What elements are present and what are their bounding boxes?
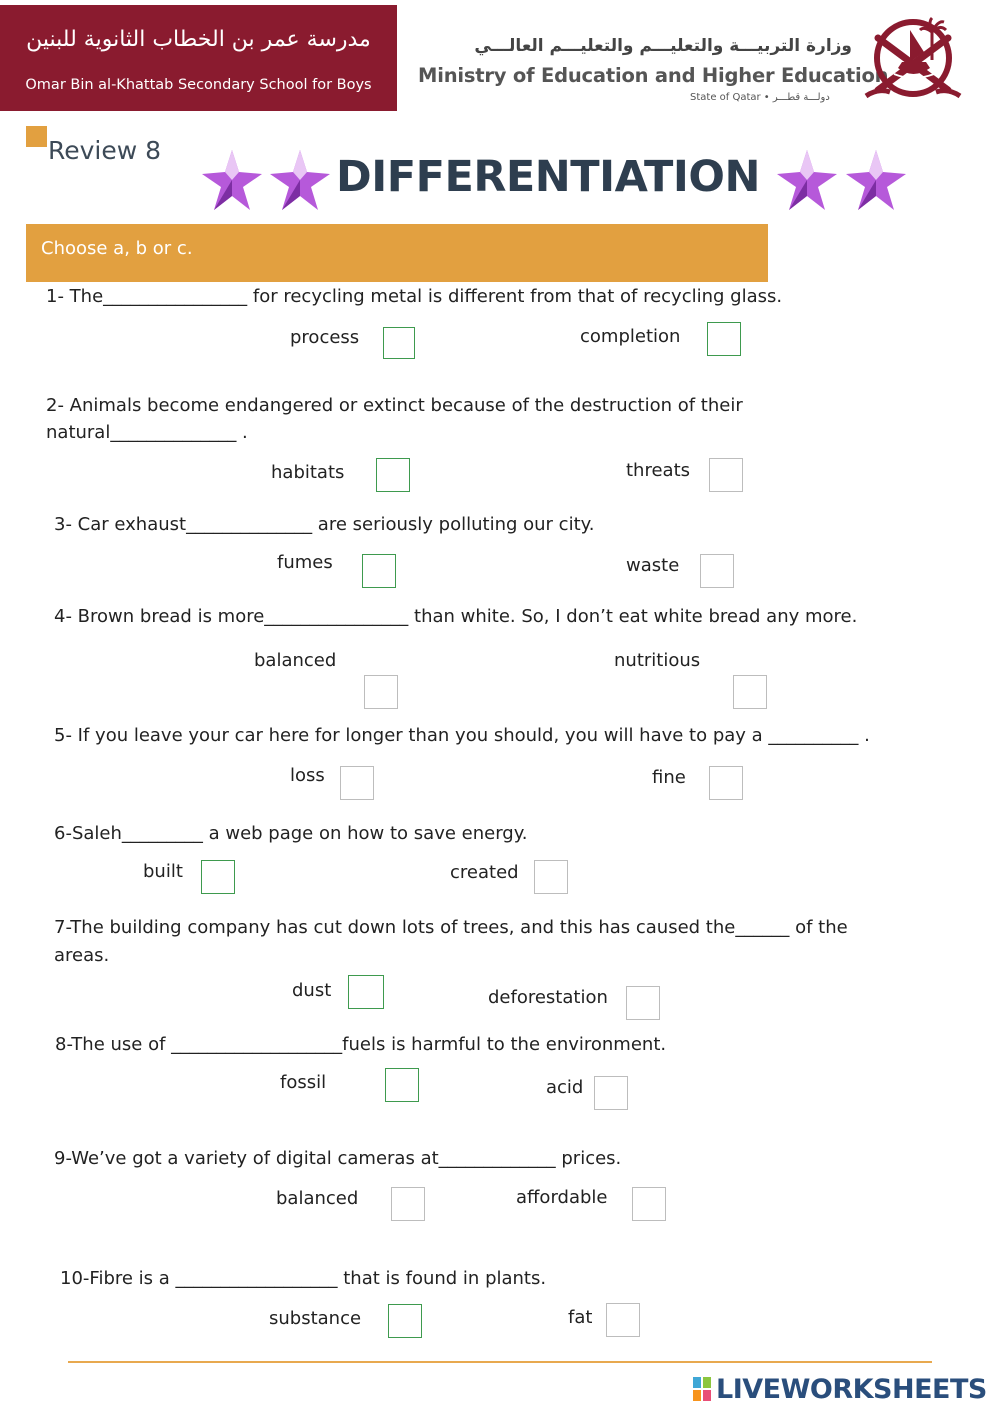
answer-checkbox[interactable] [707, 322, 741, 356]
option-label: habitats [271, 462, 345, 483]
star-icon [844, 148, 908, 212]
school-banner [0, 5, 397, 111]
liveworksheets-logo-icon [693, 1377, 711, 1401]
question-8: 8-The use of ___________________fuels is harmful to the environment. [55, 1034, 667, 1055]
question-7: 7-The building company has cut down lots of trees, and this has caused the______ of the [54, 917, 848, 938]
instruction-banner [26, 224, 768, 282]
answer-checkbox[interactable] [340, 766, 374, 800]
review-label: Review 8 [48, 136, 162, 165]
answer-checkbox[interactable] [632, 1187, 666, 1221]
school-name-english: Omar Bin al-Khattab Secondary School for Boys [25, 77, 372, 93]
option-label: process [290, 327, 360, 348]
option-label: built [143, 861, 183, 882]
option-label: created [450, 862, 519, 883]
accent-square [26, 126, 47, 147]
question-7-continued: areas. [54, 945, 110, 966]
option-label: balanced [254, 650, 337, 671]
option-label: waste [626, 555, 680, 576]
option-label: dust [292, 980, 332, 1001]
question-3: 3- Car exhaust______________ are seriously polluting our city. [54, 514, 595, 535]
option-label: loss [290, 765, 325, 786]
option-label: fossil [280, 1072, 327, 1093]
star-icon [775, 148, 839, 212]
answer-checkbox[interactable] [534, 860, 568, 894]
instruction-text: Choose a, b or c. [41, 238, 193, 259]
answer-checkbox[interactable] [201, 860, 235, 894]
question-2-continued: natural______________ . [46, 422, 248, 443]
option-label: fine [652, 767, 686, 788]
option-label: acid [546, 1077, 584, 1098]
answer-checkbox[interactable] [348, 975, 384, 1009]
question-10: 10-Fibre is a __________________ that is found in plants. [60, 1268, 547, 1289]
school-name-arabic: مدرسة عمر بن الخطاب الثانوية للبنين [26, 27, 371, 52]
answer-checkbox[interactable] [391, 1187, 425, 1221]
option-label: fat [568, 1307, 593, 1328]
question-4: 4- Brown bread is more________________ than white. So, I don’t eat white bread any more. [54, 606, 858, 627]
option-label: substance [269, 1308, 362, 1329]
liveworksheets-brand[interactable]: LIVEWORKSHEETS [716, 1374, 987, 1405]
answer-checkbox[interactable] [388, 1304, 422, 1338]
question-5: 5- If you leave your car here for longer than you should, you will have to pay a __________ . [54, 725, 870, 746]
answer-checkbox[interactable] [733, 675, 767, 709]
option-label: threats [626, 460, 691, 481]
ministry-name-english: Ministry of Education and Higher Education [418, 64, 889, 87]
answer-checkbox[interactable] [385, 1068, 419, 1102]
question-2: 2- Animals become endangered or extinct because of the destruction of their [46, 395, 743, 416]
footer-divider [68, 1361, 932, 1363]
question-6: 6-Saleh_________ a web page on how to save energy. [54, 823, 528, 844]
answer-checkbox[interactable] [594, 1076, 628, 1110]
option-label: affordable [516, 1187, 608, 1208]
answer-checkbox[interactable] [709, 458, 743, 492]
answer-checkbox[interactable] [626, 986, 660, 1020]
option-label: completion [580, 326, 681, 347]
option-label: fumes [277, 552, 333, 573]
state-of-qatar-label: State of Qatar • دولـــة قطـــر [690, 92, 830, 103]
answer-checkbox[interactable] [376, 458, 410, 492]
answer-checkbox[interactable] [383, 327, 415, 359]
option-label: balanced [276, 1188, 359, 1209]
answer-checkbox[interactable] [362, 554, 396, 588]
answer-checkbox[interactable] [606, 1303, 640, 1337]
answer-checkbox[interactable] [364, 675, 398, 709]
option-label: nutritious [614, 650, 701, 671]
ministry-name-arabic: وزارة التربيـــة والتعليـــم والتعليـــم العالـــي [474, 36, 852, 56]
option-label: deforestation [488, 987, 608, 1008]
answer-checkbox[interactable] [709, 766, 743, 800]
question-1: 1- The________________ for recycling metal is different from that of recycling glass. [46, 286, 783, 307]
star-icon [200, 148, 264, 212]
worksheet-title: DIFFERENTIATION [336, 152, 760, 202]
star-icon [268, 148, 332, 212]
question-9: 9-We’ve got a variety of digital cameras at_____________ prices. [54, 1148, 622, 1169]
qatar-emblem-icon [858, 8, 968, 108]
answer-checkbox[interactable] [700, 554, 734, 588]
